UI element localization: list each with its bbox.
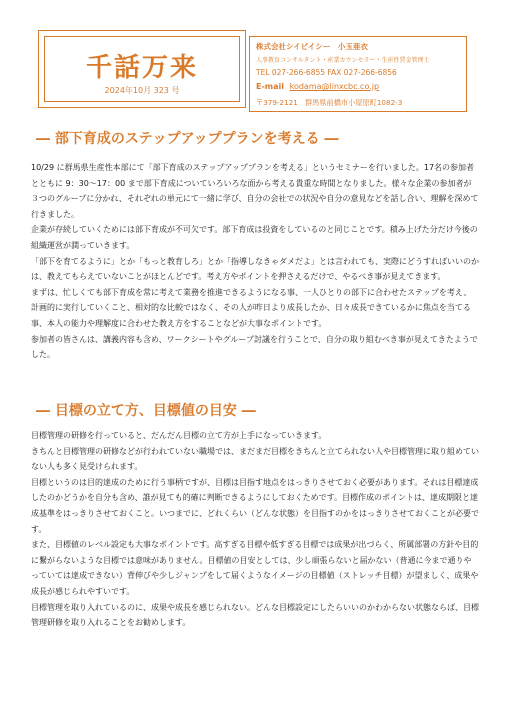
section-heading-1: ― 部下育成のステップアッププランを考える ― xyxy=(36,131,339,147)
company-phone: TEL 027-266-6855 FAX 027-266-6856 xyxy=(256,68,397,77)
section-heading-2: ― 目標の立て方、目標値の目安 ― xyxy=(36,403,256,419)
company-address: 〒379-2121 群馬県前橋市小屋原町1082-3 xyxy=(256,98,403,107)
email-label: E-mail xyxy=(256,82,285,91)
company-role: 人事教育コンサルタント・産業カウンセラー・生産性賃金管理士 xyxy=(256,57,430,64)
paragraph: 目標管理の研修を行っていると、だんだん目標の立て方が上手になっていきます。 xyxy=(31,431,327,440)
paragraph: きちんと目標管理の研修などが行われていない職場では、まだまだ目標をきちんと立てられない人や目標管理に取り組めていない人も多く見受けられます。 xyxy=(31,446,479,472)
section-body-2 xyxy=(31,428,479,631)
paragraph: 目標というのは目的達成のために行う事柄ですが、目標は目指す地点をはっきりさせておく必要があります。それは目標達成したのかどうかを自分も含め、誰が見ても的確に判断できるようにしておくためです。目標作成のポイントは、達成期限と達成基準をはっきりさせておくこと。いつまでに、どれくらい（どんな状態）を目指すのかをはっきりさせておくことが必要です。 xyxy=(31,477,479,534)
newsletter-title: 千話万来 xyxy=(85,53,198,83)
company-info-box xyxy=(249,36,467,112)
masthead-inner-frame xyxy=(44,36,240,102)
paragraph: また、目標値のレベル設定も大事なポイントです。高すぎる目標や低すぎる目標では成果が出づらく、所属部署の方針や目的に繋がらないような目標では意味がありません。目標値の目安としては、少し頑張らないと届かない（普通に今まで通りやっていては達成できない）背伸びや少しジャンプをして届くようなイメージの目標値（ストレッチ目標）が望ましく、成果や成長が感じられやすいです。 xyxy=(31,540,479,596)
section-body-1 xyxy=(31,160,479,363)
email-link[interactable]: kodama@linxcbc.co.jp xyxy=(289,82,380,91)
paragraph: 企業が存続していくためには部下育成が不可欠です。部下育成は投資をしているのと同じことです。積み上げた分だけ今後の組織運営が潤っていきます。 xyxy=(31,225,478,250)
company-name: 株式会社シイビイシー 小玉亜衣 xyxy=(256,42,368,51)
masthead-box xyxy=(38,30,246,108)
company-email-line xyxy=(256,82,379,91)
paragraph: 「部下を育てるように」とか「もっと教育しろ」とか「指導しなきゃダメだよ」とは言われても、実際にどうすればいいのかは、教えてもらえていないことがほとんどです。考え方やポイントを押さえるだけで、やるべき事が見えてきます。 xyxy=(31,256,479,282)
issue-info: 2024年10月 323 号 xyxy=(104,86,180,95)
paragraph: まずは、忙しくても部下育成を常に考えて業務を推進できるようになる事、一人ひとりの部下に合わせたステップを考え、計画的に実行していくこと、相対的な比較ではなく、その人が昨日より成長したか、日々成長できているかに焦点を当てる事、本人の能力や理解度に合わせた教え方をすることなどが大事なポイントです。 xyxy=(31,287,472,328)
paragraph: 参加者の皆さんは、講義内容も含め、ワークシートやグループ討議を行うことで、自分の取り組むべき事が見えてきたようでした。 xyxy=(31,334,478,360)
paragraph: 目標管理を取り入れているのに、成果や成長を感じられない。どんな目標設定にしたらいいのかわからない状態ならば、目標管理研修を取り入れることをお勧めします。 xyxy=(31,602,479,628)
paragraph: 10/29 に群馬県生産性本部にて「部下育成のステップアッププランを考える」というセミナーを行いました。17名の参加者とともに 9：30～17：00 まで部下育成についていろいろな面から考える貴重な時間となりました。様々な企業の参加者が３つのグループに分かれ、それぞれの単元にて一緒に学び、自分の会社での状況や自分の意見などを話し合い、理解を深めて行きました。 xyxy=(31,163,479,219)
